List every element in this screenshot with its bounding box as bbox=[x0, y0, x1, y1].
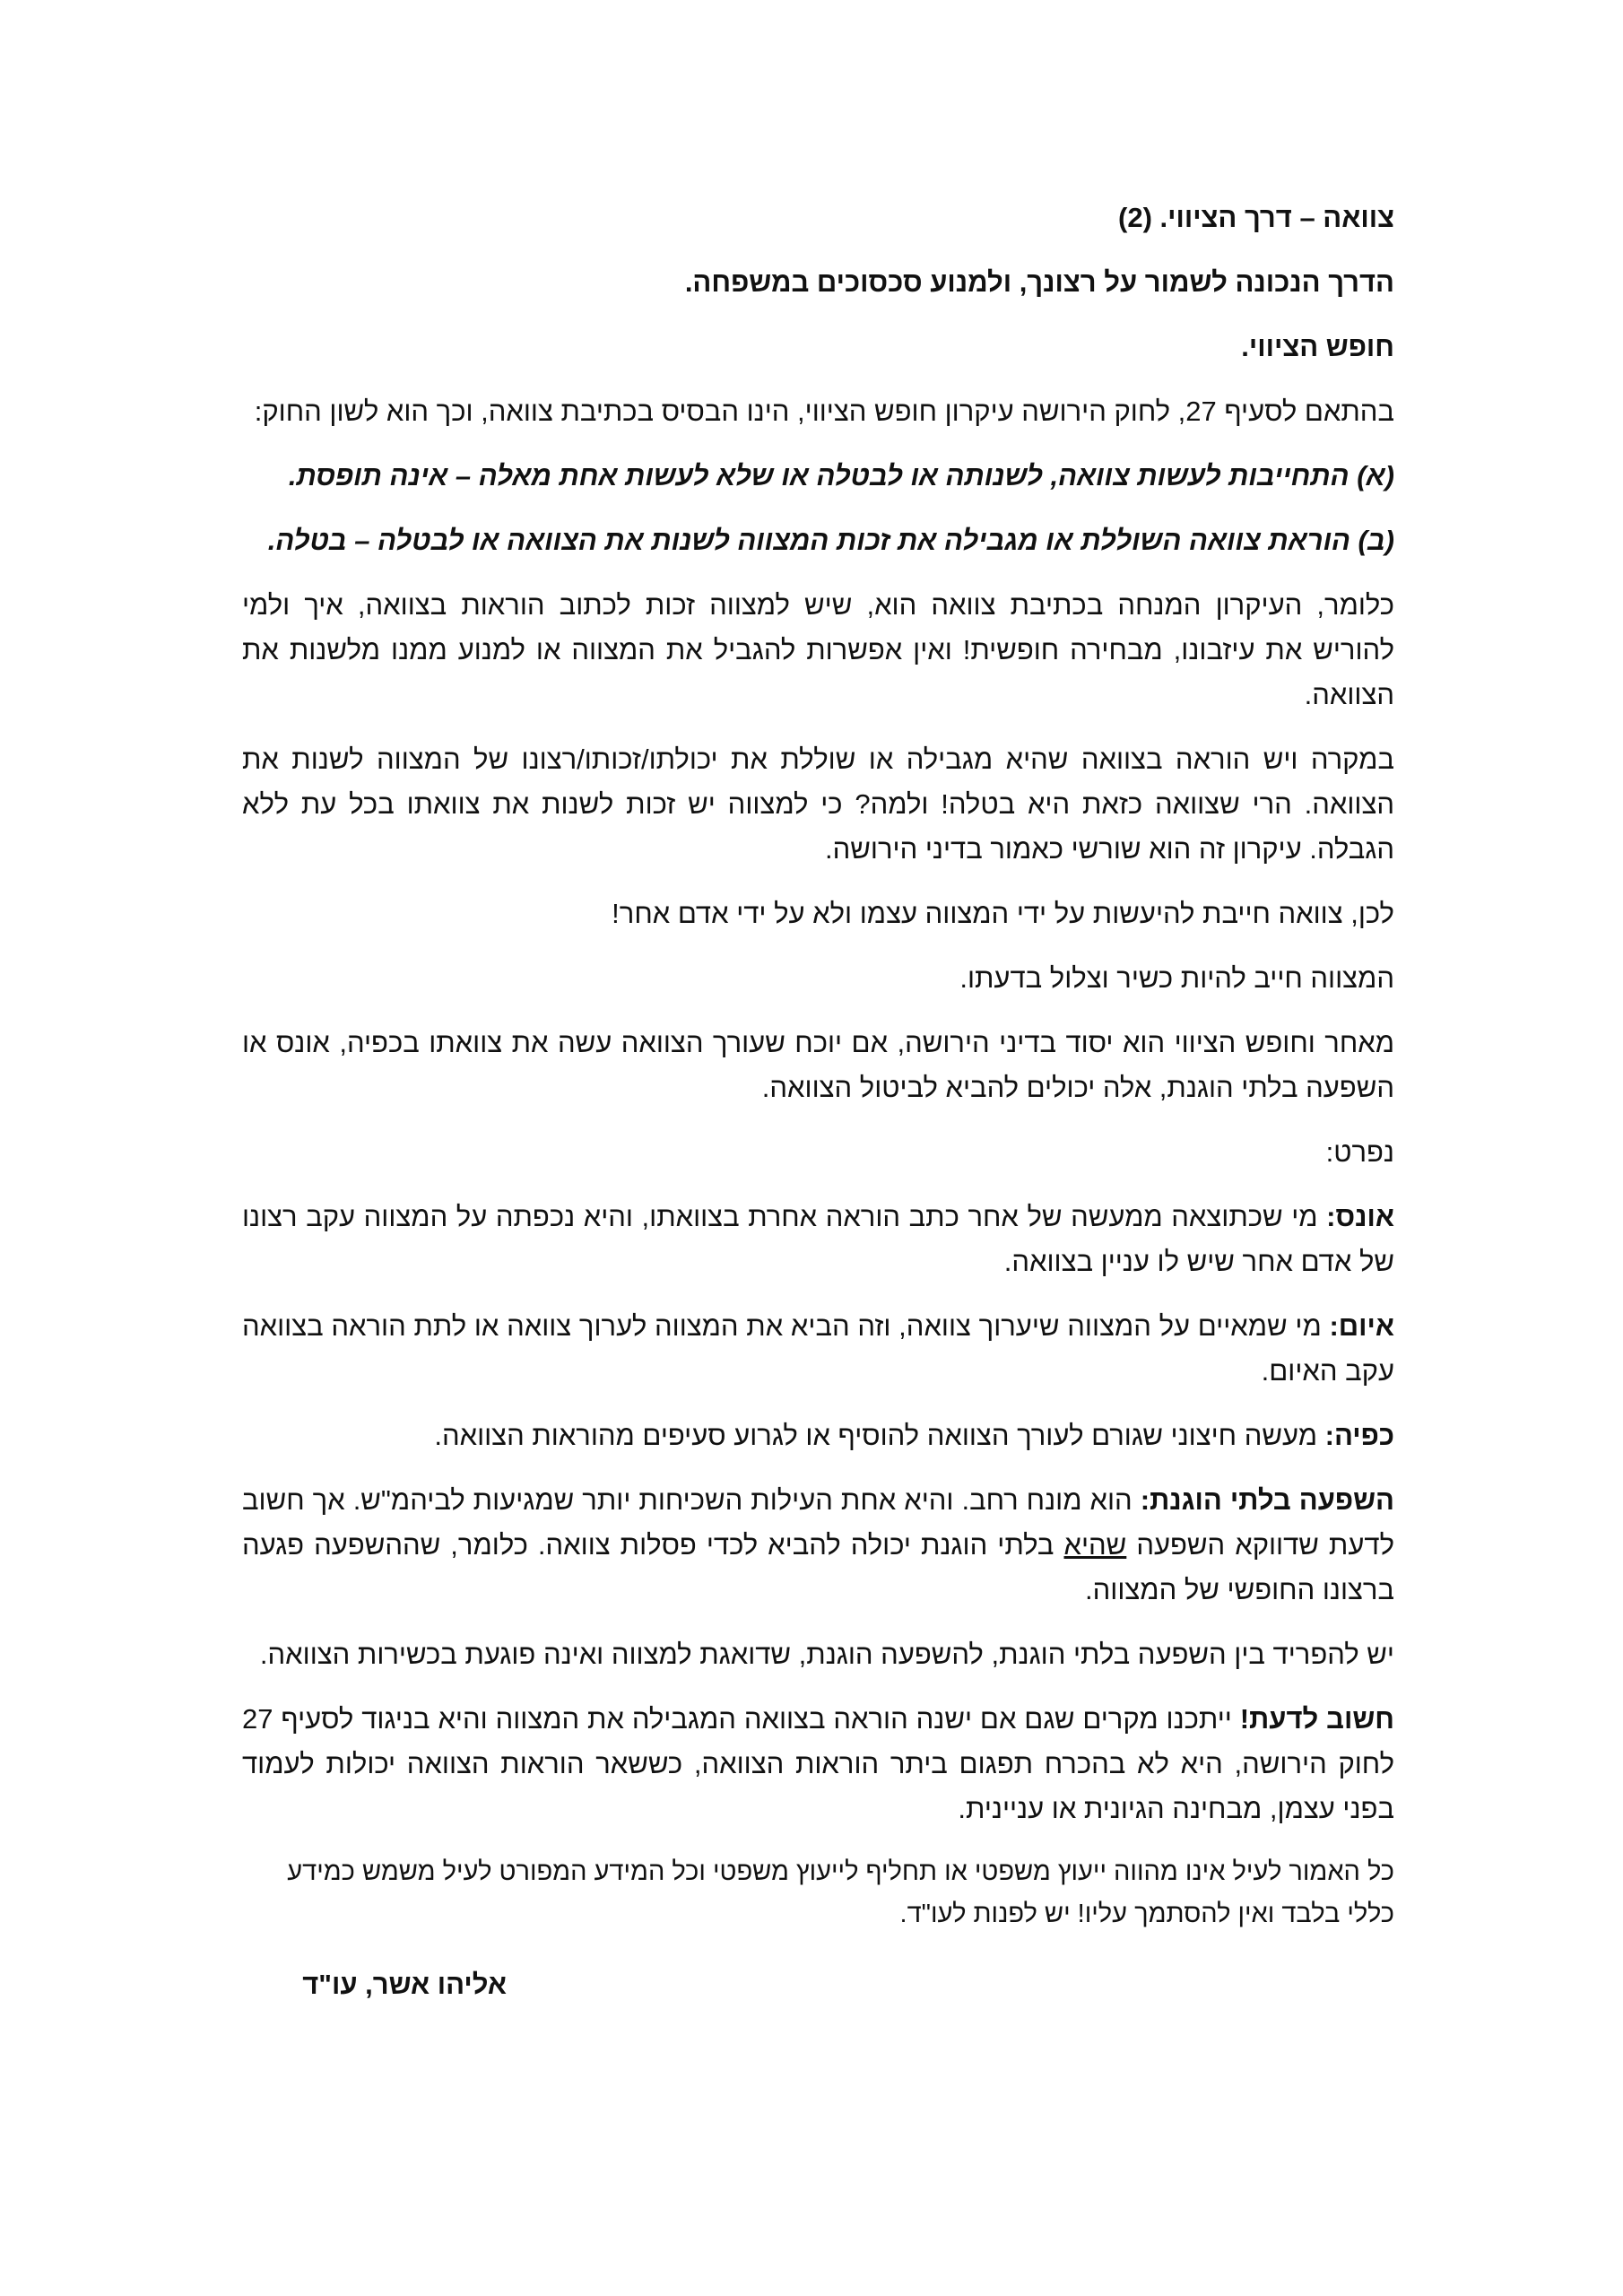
law-quote-b: (ב) הוראת צוואה השוללת או מגבילה את זכות המצווה לשנות את הצוואה או לבטלה – בטלה. bbox=[267, 525, 1394, 556]
intro-paragraph: בהתאם לסעיף 27, לחוק הירושה עיקרון חופש הציווי, הינו הבסיס בכתיבת צוואה, וכך הוא לשון החוק: bbox=[254, 396, 1394, 427]
paragraph-void-clause: במקרה ויש הוראה בצוואה שהיא מגבילה או שוללת את יכולתו/זכותו/רצונו של המצווה לשנות את הצוואה. הרי שצוואה כזאת היא בטלה! ולמה? כי למצווה יש זכות לשנות את צוואתו בכל עת ללא הגבלה. עיקרון זה הוא שורשי כאמור בדיני הירושה. bbox=[242, 744, 1394, 865]
document-subtitle: הדרך הנכונה לשמור על רצונך, ולמנוע סכסוכים במשפחה. bbox=[684, 266, 1394, 298]
definition-undue-influence bbox=[242, 1478, 1394, 1613]
definition-text: מעשה חיצוני שגורם לעורך הצוואה להוסיף או לגרוע סעיפים מהוראות הצוואה. bbox=[434, 1420, 1325, 1451]
document-title: צוואה – דרך הציווי. (2) bbox=[1118, 202, 1394, 233]
definition-term: איום: bbox=[1329, 1310, 1394, 1342]
important-note bbox=[242, 1697, 1394, 1831]
definition-text: בלתי הוגנת יכולה להביא לכדי פסלות צוואה. כלומר, שההשפעה פגעה ברצונו החופשי של המצווה. bbox=[242, 1529, 1394, 1605]
paragraph-competence: המצווה חייב להיות כשיר וצלול בדעתו. bbox=[959, 962, 1394, 994]
paragraph-principle: כלומר, העיקרון המנחה בכתיבת צוואה הוא, שיש למצווה זכות לכתוב הוראות בצוואה, איך ולמי להוריש את עיזבונו, מבחירה חופשית! ואין אפשרות להגביל את המצווה או למנוע ממנו מלשנות את הצוואה. bbox=[242, 589, 1394, 710]
paragraph-detail-intro: נפרט: bbox=[1325, 1136, 1394, 1168]
definition-term: אונס: bbox=[1326, 1201, 1394, 1232]
definition-ones bbox=[242, 1195, 1394, 1284]
important-label: חשוב לדעת! bbox=[1239, 1703, 1394, 1735]
author-signature: אליהו אשר, עו"ד bbox=[302, 1969, 507, 2000]
document-page bbox=[242, 196, 1394, 2027]
definition-iyum bbox=[242, 1304, 1394, 1394]
definition-text: מי שמאיים על המצווה שיערוך צוואה, וזה הביא את המצווה לערוך צוואה או לתת הוראה בצוואה עקב האיום. bbox=[242, 1310, 1394, 1387]
definition-term: כפיה: bbox=[1324, 1420, 1394, 1451]
law-quote-a: (א) התחייבות לעשות צוואה, לשנותה או לבטלה או שלא לעשות אחת מאלה – אינה תופסת. bbox=[288, 460, 1394, 491]
paragraph-distinction: יש להפריד בין השפעה בלתי הוגנת, להשפעה הוגנת, שדואגת למצווה ואינה פוגעת בכשירות הצוואה. bbox=[259, 1639, 1394, 1670]
definition-text: מי שכתוצאה ממעשה של אחר כתב הוראה אחרת בצוואתו, והיא נכפתה על המצווה עקב רצונו של אדם אחר שיש לו עניין בצוואה. bbox=[242, 1201, 1394, 1277]
paragraph-self-made: לכן, צוואה חייבת להיעשות על ידי המצווה עצמו ולא על ידי אדם אחר! bbox=[612, 898, 1394, 929]
definition-text: הוא מונח רחב. והיא אחת העילות השכיחות יותר שמגיעות לביהמ"ש. אך חשוב לדעת שדווקא השפעה bbox=[242, 1484, 1394, 1561]
important-text: ייתכנו מקרים שגם אם ישנה הוראה בצוואה המגבילה את המצווה והיא בניגוד לסעיף 27 לחוק הירושה, היא לא בהכרח תפגום ביתר הוראות הצוואה, כששאר הוראות הצוואה יכולות לעמוד בפני עצמן, מבחינה הגיונית או עניינית. bbox=[242, 1703, 1394, 1824]
section-heading: חופש הציווי. bbox=[1241, 331, 1394, 362]
underlined-word: שהיא bbox=[1063, 1529, 1127, 1561]
legal-disclaimer: כל האמור לעיל אינו מהווה ייעוץ משפטי או תחליף לייעוץ משפטי וכל המידע המפורט לעיל משמש כמידע כללי בלבד ואין להסתמך עליו! יש לפנות לעו"ד. bbox=[287, 1857, 1394, 1928]
paragraph-annulment: מאחר וחופש הציווי הוא יסוד בדיני הירושה, אם יוכח שעורך הצוואה עשה את צוואתו בכפיה, אונס או השפעה בלתי הוגנת, אלה יכולים להביא לביטול הצוואה. bbox=[242, 1027, 1394, 1103]
definition-kefia bbox=[242, 1413, 1394, 1458]
definition-term: השפעה בלתי הוגנת: bbox=[1140, 1484, 1395, 1516]
